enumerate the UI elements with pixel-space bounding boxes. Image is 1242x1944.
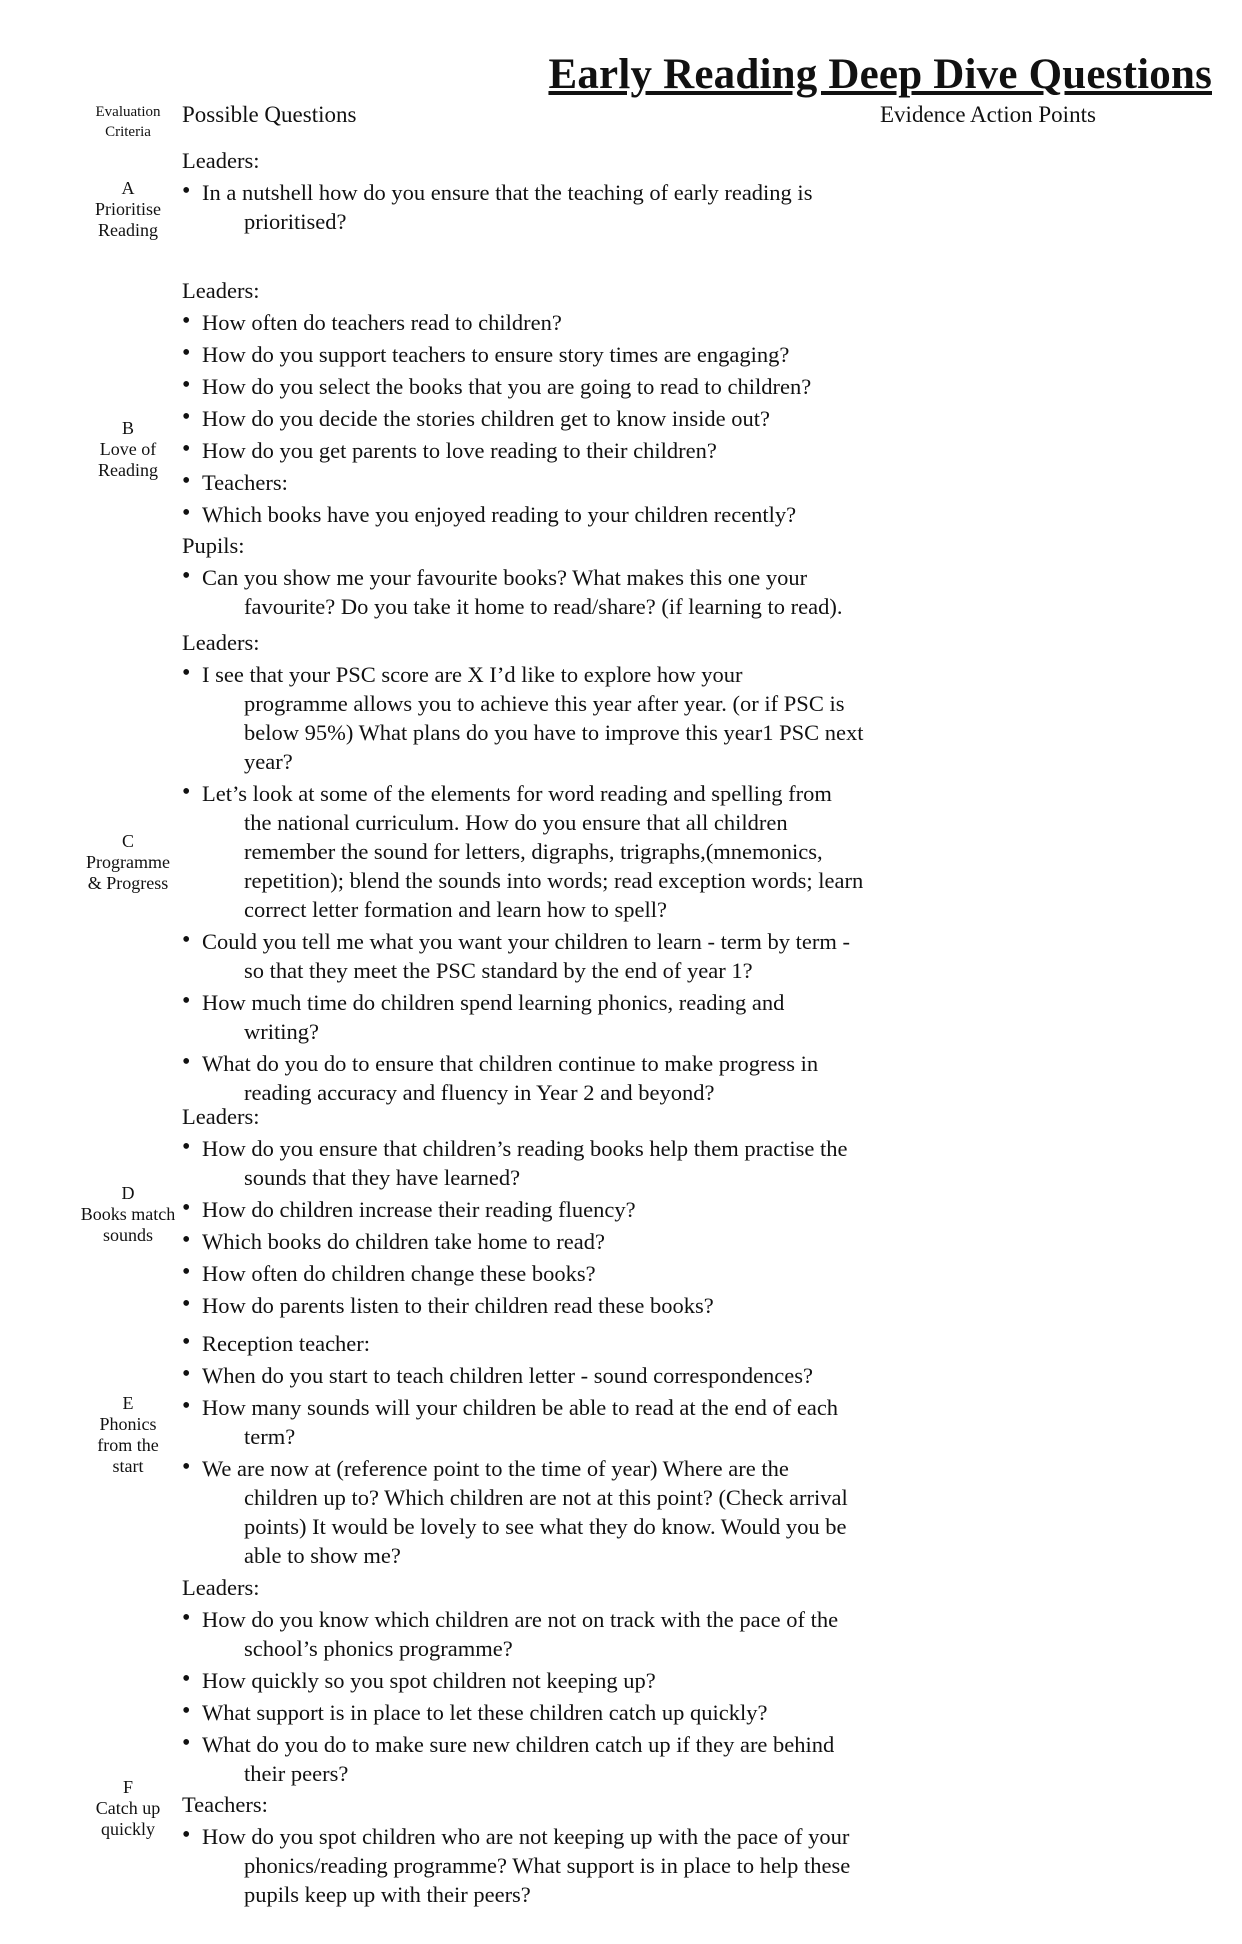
- section-d-questions: [182, 1100, 882, 1320]
- question-item: • Which books have you enjoyed reading to your children recently?: [182, 500, 882, 529]
- criteria-d: D Books match sounds: [80, 1183, 176, 1245]
- question-item: • Could you tell me what you want your children to learn - term by term - so that they meet the PSC standard by the end of year 1?: [182, 927, 882, 985]
- question-item: • How do you spot children who are not keeping up with the pace of your phonics/reading programme? What support is in place to help these pupils keep up with their peers?: [182, 1822, 882, 1909]
- question-item: • I see that your PSC score are X I’d like to explore how your programme allows you to achieve this year after year. (or if PSC is below 95%) What plans do you have to improve this year1 PSC next year?: [182, 660, 882, 776]
- question-item: • We are now at (reference point to the time of year) Where are the children up to? Which children are not at this point? (Check arrival points) It would be lovely to see what they do know. Would you be able to show me?: [182, 1454, 882, 1570]
- group-label: Leaders:: [182, 148, 260, 173]
- group-label: Leaders:: [182, 1104, 260, 1129]
- question-item: • How do you know which children are not on track with the pace of the school’s phonics programme?: [182, 1605, 882, 1663]
- group-label: Teachers:: [182, 1792, 268, 1817]
- criteria-b: B Love of Reading: [98, 418, 158, 480]
- group-label: Pupils:: [182, 533, 245, 558]
- question-item: • In a nutshell how do you ensure that the teaching of early reading is prioritised?: [182, 178, 882, 236]
- section-c-questions: [182, 626, 882, 1107]
- question-item: • Can you show me your favourite books? What makes this one your favourite? Do you take it home to read/share? (if learning to read).: [182, 563, 882, 621]
- question-item: • How do you get parents to love reading to their children?: [182, 436, 882, 465]
- question-item: • How do you select the books that you are going to read to children?: [182, 372, 882, 401]
- group-label: Leaders:: [182, 278, 260, 303]
- question-item: • Teachers:: [182, 468, 882, 497]
- question-item: • What do you do to ensure that children continue to make progress in reading accuracy and fluency in Year 2 and beyond?: [182, 1049, 882, 1107]
- group-label: Leaders:: [182, 1575, 260, 1600]
- criteria-f: F Catch up quickly: [95, 1777, 161, 1839]
- question-item: • How many sounds will your children be able to read at the end of each term?: [182, 1393, 882, 1451]
- page-title: Early Reading Deep Dive Questions: [548, 51, 1212, 98]
- question-item: • How often do teachers read to children?: [182, 308, 882, 337]
- question-item: • Let’s look at some of the elements for word reading and spelling from the national curriculum. How do you ensure that all children remember the sound for letters, digraphs, trigraphs,(mnemonics, repetition); blend the sounds into words; read exception words; learn correct letter formation and learn how to spell?: [182, 779, 882, 924]
- question-item: • How do parents listen to their children read these books?: [182, 1291, 882, 1320]
- question-item: • How do you ensure that children’s reading books help them practise the sounds that they have learned?: [182, 1134, 882, 1192]
- question-item: • Which books do children take home to read?: [182, 1227, 882, 1256]
- question-item: • How do you support teachers to ensure story times are engaging?: [182, 340, 882, 369]
- possible-questions-header: Possible Questions: [182, 102, 357, 127]
- section-b-questions: [182, 274, 882, 621]
- question-item: • How do children increase their reading fluency?: [182, 1195, 882, 1224]
- question-item: • What support is in place to let these children catch up quickly?: [182, 1698, 882, 1727]
- question-item: • How quickly so you spot children not keeping up?: [182, 1666, 882, 1695]
- evaluation-criteria-header: Evaluation Criteria: [95, 104, 161, 140]
- question-item: • What do you do to make sure new children catch up if they are behind their peers?: [182, 1730, 882, 1788]
- group-label: Leaders:: [182, 630, 260, 655]
- question-item: • How often do children change these books?: [182, 1259, 882, 1288]
- question-item: • When do you start to teach children letter - sound correspondences?: [182, 1361, 882, 1390]
- question-item: • Reception teacher:: [182, 1329, 882, 1358]
- evidence-action-points-header: Evidence Action Points: [880, 102, 1096, 127]
- section-f-questions: [182, 1571, 882, 1909]
- section-a-questions: [182, 144, 882, 236]
- section-e-questions: [182, 1326, 882, 1570]
- question-item: • How much time do children spend learning phonics, reading and writing?: [182, 988, 882, 1046]
- question-item: • How do you decide the stories children get to know inside out?: [182, 404, 882, 433]
- criteria-c: C Programme & Progress: [86, 831, 170, 893]
- criteria-e: E Phonics from the start: [97, 1393, 159, 1476]
- criteria-a: A Prioritise Reading: [95, 178, 161, 240]
